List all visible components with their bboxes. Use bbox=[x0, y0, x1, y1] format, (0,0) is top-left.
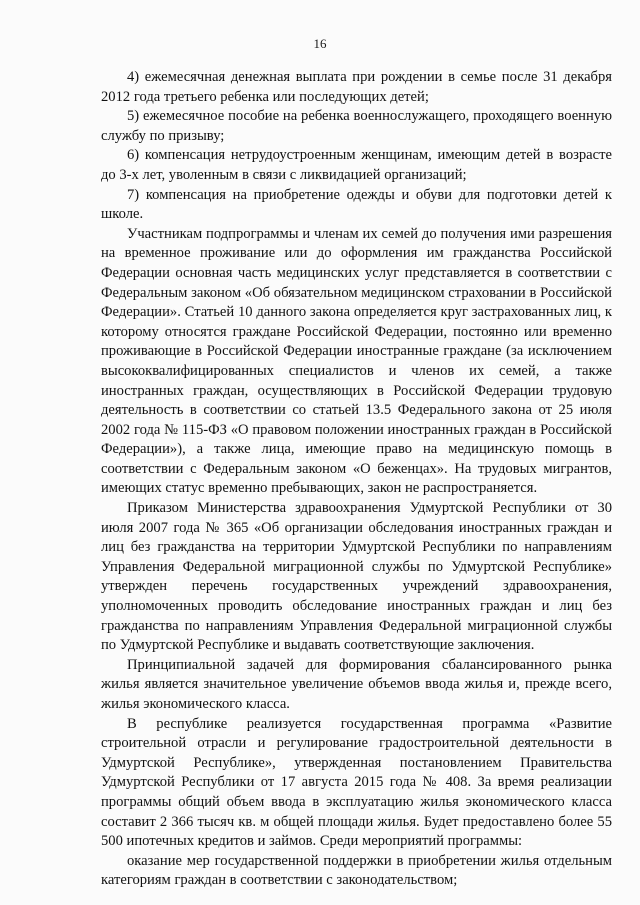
paragraph-housing-market: Принципиальной задачей для формирования сбалансированного рынка жилья является значительное увеличение объемов ввода жилья и, прежде всего, жилья экономического класса. bbox=[101, 656, 612, 712]
paragraph-item-5: 5) ежемесячное пособие на ребенка военнослужащего, проходящего военную службу по призыву; bbox=[101, 108, 612, 144]
paragraph-ministry-order: Приказом Министерства здравоохранения Удмуртской Республики от 30 июля 2007 года № 365 «Об организации обследования иностранных граждан и лиц без гражданства на территории Удмуртской Республики по направлениям Управления Федеральной миграционной службы по Удмуртской Республике» утвержден перечень государственных учреждений здравоохранения, уполномоченных проводить обследование иностранных граждан и лиц без гражданства по направлениям Управления Федеральной миграционной службы по Удмуртской Республике и выдавать соответствующие заключения. bbox=[101, 500, 612, 654]
paragraph-item-4: 4) ежемесячная денежная выплата при рождении в семье после 31 декабря 2012 года третьего ребенка или последующих детей; bbox=[101, 69, 612, 105]
paragraph-state-support: оказание мер государственной поддержки в приобретении жилья отдельным категориям граждан в соответствии с законодательством; bbox=[101, 852, 612, 889]
paragraph-medical-services: Участникам подпрограммы и членам их семей до получения ими разрешения на временное проживание или до оформления им гражданства Российской Федерации основная часть медицинских услуг представляется в соответствии с Федеральным законом «Об обязательном медицинском страховании в Российской Федерации». Статьей 10 данного закона определяется круг застрахованных лиц, к которому относятся граждане Российской Федерации, постоянно или временно проживающие в Российской Федерации иностранные граждане (за исключением высококвалифицированных специалистов и членов их семей, а также иностранных граждан, осуществляющих в Российской Федерации трудовую деятельность в соответствии со статьей 13.5 Федерального закона от 25 июля 2002 года № 115-ФЗ «О правовом положении иностранных граждан в Российской Федерации»), а также лица, имеющие право на медицинскую помощь в соответствии с Федеральным законом «О беженцах». На трудовых мигрантов, имеющих статус временно пребывающих, закон не распространяется. bbox=[101, 225, 612, 497]
paragraph-state-program: В республике реализуется государственная программа «Развитие строительной отрасли и регулирование градостроительной деятельности в Удмуртской Республике», утвержденная постановлением Правительства Удмуртской Республики от 17 августа 2015 года № 408. За время реализации программы общий объем ввода в эксплуатацию жилья экономического класса составит 2 366 тысяч кв. м общей площади жилья. Будет предоставлено более 55 500 ипотечных кредитов и займов. Среди мероприятий программы: bbox=[101, 715, 612, 850]
paragraph-item-7: 7) компенсация на приобретение одежды и обуви для подготовки детей к школе. bbox=[101, 186, 612, 223]
document-body bbox=[101, 68, 612, 891]
page-number: 16 bbox=[313, 36, 327, 51]
paragraph-item-6: 6) компенсация нетрудоустроенным женщинам, имеющим детей в возрасте до 3-х лет, уволенным в связи с ликвидацией организаций; bbox=[101, 147, 612, 183]
